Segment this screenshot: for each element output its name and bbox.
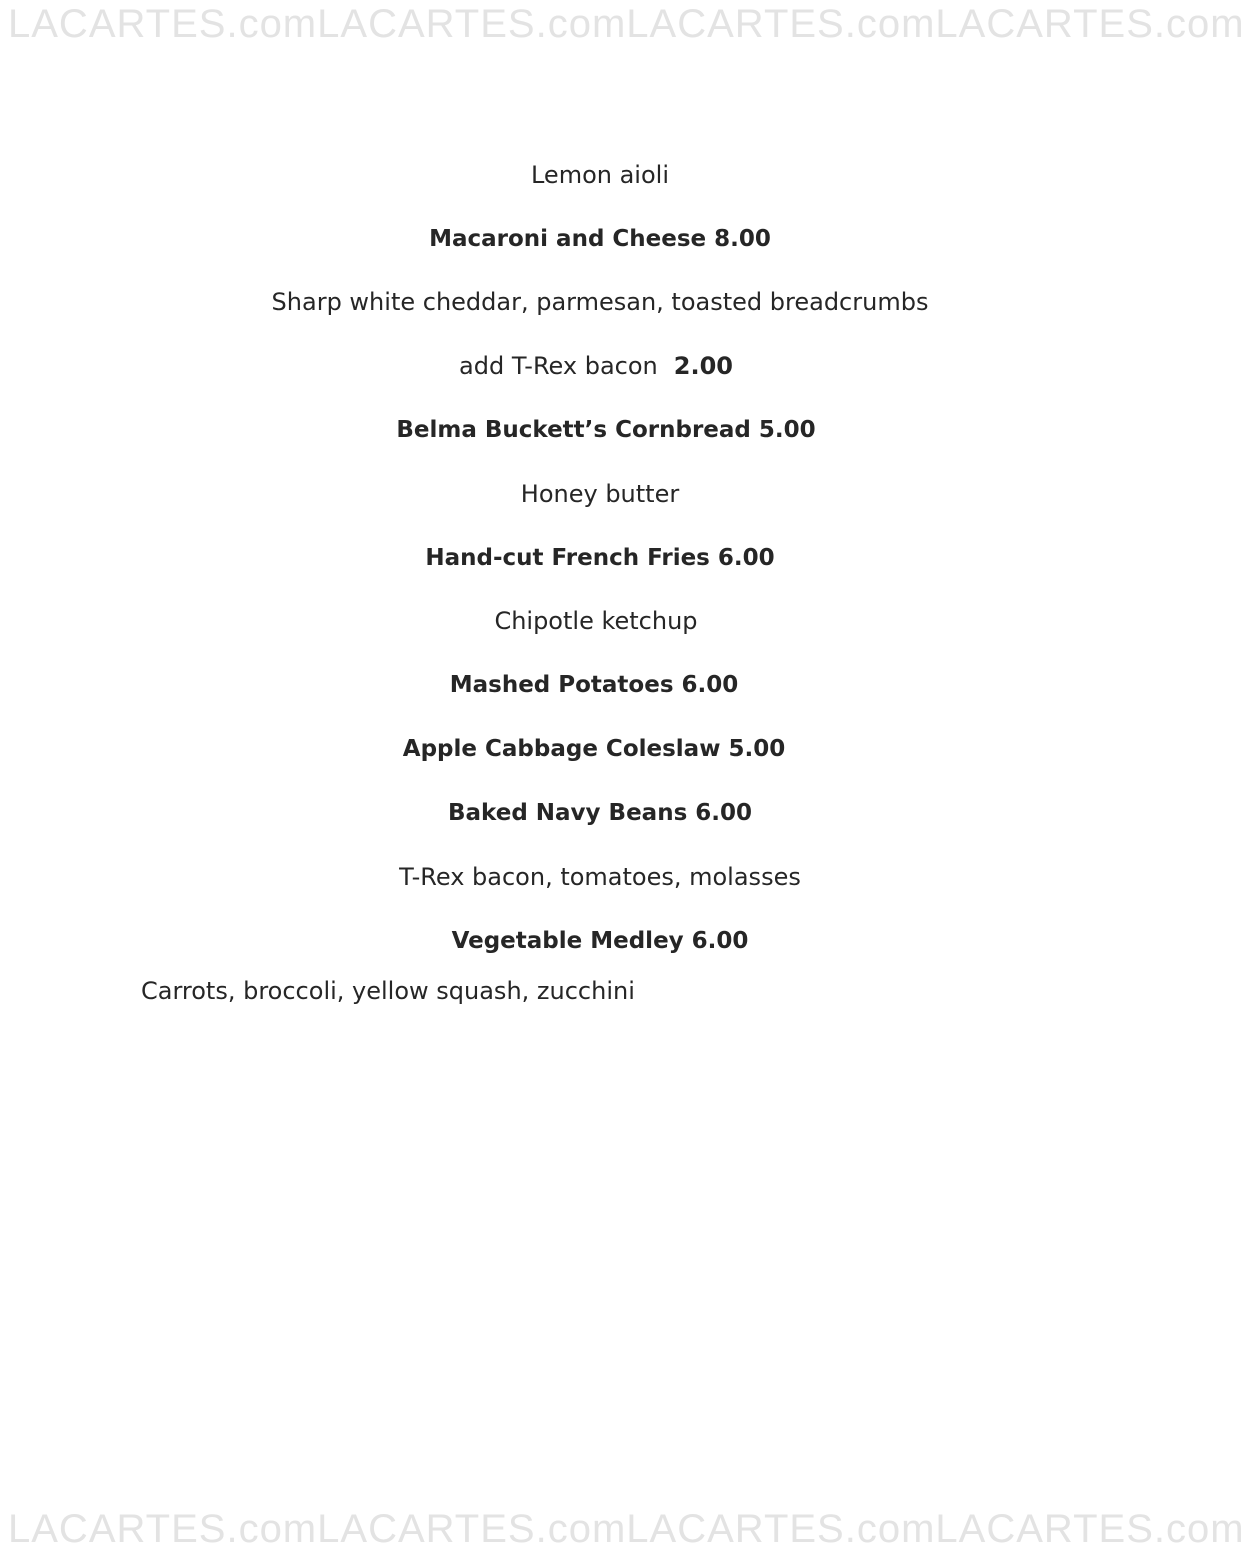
menu-item-cornbread: Belma Buckett’s Cornbread 5.00 (396, 417, 816, 443)
menu-item-macaroni-and-cheese: Macaroni and Cheese 8.00 (429, 226, 771, 252)
watermark-top (0, 2, 1245, 47)
watermark-bottom (0, 1507, 1245, 1552)
watermark-text: LACARTES.com (8, 1507, 318, 1551)
menu-item-vegetable-medley: Vegetable Medley 6.00 (451, 928, 749, 954)
menu-item-mashed-potatoes: Mashed Potatoes 6.00 (449, 672, 739, 698)
item-description: T-Rex bacon, tomatoes, molasses (399, 863, 801, 891)
menu-item-french-fries: Hand-cut French Fries 6.00 (425, 545, 775, 571)
menu-item-coleslaw: Apple Cabbage Coleslaw 5.00 (402, 736, 786, 762)
watermark-text: LACARTES.com (626, 2, 936, 46)
addon-line (0, 349, 1196, 383)
watermark-text: LACARTES.com (8, 2, 318, 46)
addon-price: 2.00 (673, 352, 733, 380)
item-description: Carrots, broccoli, yellow squash, zucchini (141, 977, 635, 1005)
item-description: Lemon aioli (530, 161, 669, 189)
item-description: Chipotle ketchup (494, 607, 698, 635)
addon-label: add T-Rex bacon (459, 352, 658, 380)
watermark-text: LACARTES.com (317, 1507, 627, 1551)
menu-item-navy-beans: Baked Navy Beans 6.00 (447, 800, 753, 826)
item-description: Honey butter (520, 480, 680, 508)
watermark-text: LACARTES.com (935, 1507, 1245, 1551)
watermark-text: LACARTES.com (626, 1507, 936, 1551)
item-description: Sharp white cheddar, parmesan, toasted breadcrumbs (271, 288, 929, 316)
watermark-text: LACARTES.com (317, 2, 627, 46)
watermark-text: LACARTES.com (935, 2, 1245, 46)
